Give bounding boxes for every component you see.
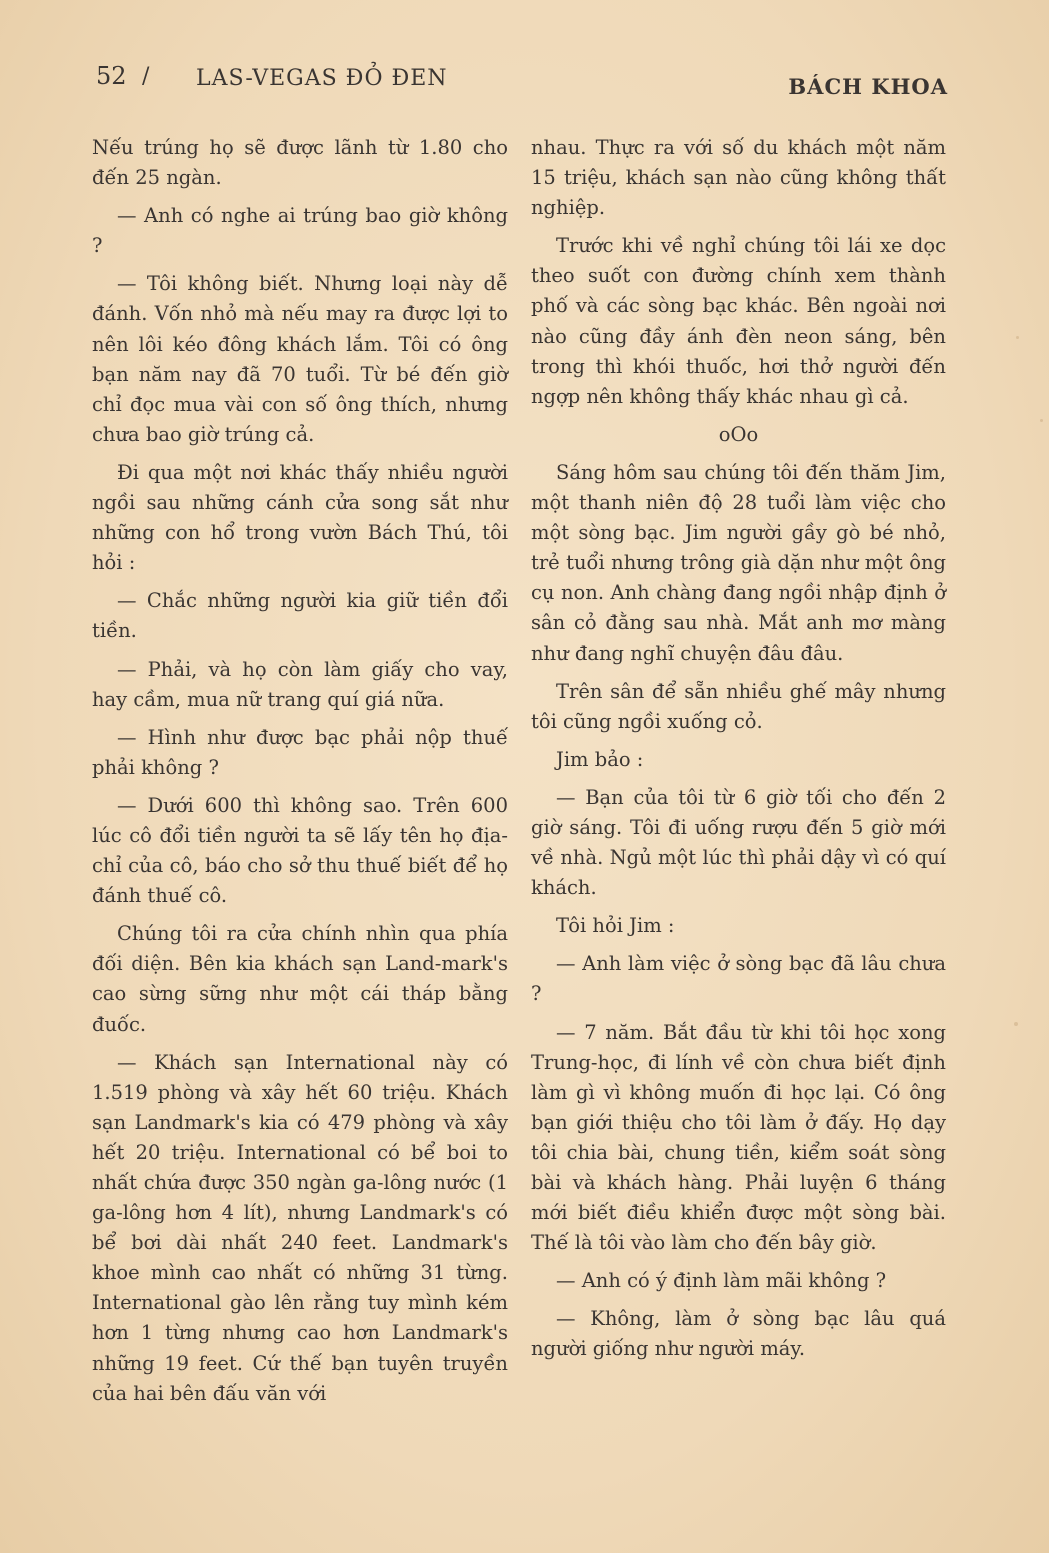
right-column bbox=[531, 133, 946, 1373]
paragraph: Chúng tôi ra cửa chính nhìn qua phía đối diện. Bên kia khách sạn Land-mark's cao sừng sững như một cái tháp bằng đuốc. bbox=[92, 922, 508, 1036]
paragraph: — Tôi không biết. Nhưng loại này dễ đánh. Vốn nhỏ mà nếu may ra được lợi to nên lôi kéo đông khách lắm. Tôi có ông bạn năm nay đã 70 tuổi. Từ bé đến giờ chỉ đọc mua vài con số ông thích, nhưng chưa bao giờ trúng cả. bbox=[92, 272, 508, 446]
paper-spot bbox=[1040, 419, 1043, 422]
paragraph: — Khách sạn International này có 1.519 phòng và xây hết 60 triệu. Khách sạn Landmark's kia có 479 phòng và xây hết 20 triệu. International có bể boi to nhất chứa được 350 ngàn ga-lông nước (1 ga-lông hơn 4 lít), nhưng Landmark's có bể bơi dài nhất 240 feet. Landmark's khoe mình cao nhất có những 31 từng. International gào lên rằng tuy mình kém hơn 1 từng nhưng cao hơn Landmark's những 19 feet. Cứ thế bạn tuyên truyền của hai bên đấu văn với bbox=[92, 1050, 508, 1405]
paragraph: — Không, làm ở sòng bạc lâu quá người giống như người máy. bbox=[531, 1307, 946, 1361]
paragraph: Jim bảo : bbox=[556, 747, 644, 771]
paragraph: nhau. Thực ra với số du khách một năm 15 triệu, khách sạn nào cũng không thất nghiệp. bbox=[531, 136, 946, 220]
magazine-name: BÁCH KHOA bbox=[788, 74, 948, 99]
paragraph: — Anh có nghe ai trúng bao giờ không ? bbox=[92, 204, 508, 258]
paragraph: Tôi hỏi Jim : bbox=[556, 914, 675, 938]
paragraph: Trước khi về nghỉ chúng tôi lái xe dọc theo suốt con đường chính xem thành phố và các sòng bạc khác. Bên ngoài nơi nào cũng đầy ánh đèn neon sáng, bên trong thì khói thuốc, hơi thở người đến ngợp nên không thấy khác nhau gì cả. bbox=[531, 234, 946, 408]
paragraph: — Bạn của tôi từ 6 giờ tối cho đến 2 giờ sáng. Tôi đi uống rượu đến 5 giờ mới về nhà. Ngủ một lúc thì phải dậy vì có quí khách. bbox=[531, 785, 946, 900]
page-number: 52 bbox=[96, 62, 127, 90]
paragraph: — Hình như được bạc phải nộp thuế phải không ? bbox=[92, 725, 508, 779]
paragraph: — Anh có ý định làm mãi không ? bbox=[556, 1269, 887, 1293]
section-break: oOo bbox=[718, 422, 759, 446]
paragraph: — Chắc những người kia giữ tiền đổi tiền. bbox=[92, 589, 508, 643]
header-separator: / bbox=[142, 64, 150, 89]
paragraph: — 7 năm. Bắt đầu từ khi tôi học xong Trung-học, đi lính về còn chưa biết định làm gì vì không muốn đi học lại. Có ông bạn giới thiệu cho tôi làm ở đấy. Họ dạy tôi chia bài, chung tiền, kiểm soát sòng bài và khách hàng. Phải luyện 6 tháng mới biết điều khiển được một sòng bài. Thế là tôi vào làm cho đến bây giờ. bbox=[531, 1020, 946, 1255]
paragraph: — Dưới 600 thì không sao. Trên 600 lúc cô đổi tiền người ta sẽ lấy tên họ địa-chỉ của cô, báo cho sở thu thuế biết để họ đánh thuế cô. bbox=[92, 793, 508, 908]
paragraph: — Anh làm việc ở sòng bạc đã lâu chưa ? bbox=[531, 952, 946, 1006]
paper-spot bbox=[1014, 1022, 1018, 1026]
paragraph: Đi qua một nơi khác thấy nhiều người ngồi sau những cánh cửa song sắt như những con hổ trong vườn Bách Thú, tôi hỏi : bbox=[92, 460, 508, 575]
left-column bbox=[92, 133, 508, 1417]
paragraph: Sáng hôm sau chúng tôi đến thăm Jim, một thanh niên độ 28 tuổi làm việc cho một sòng bạc. Jim người gầy gò bé nhỏ, trẻ tuổi nhưng trông già dặn như một ông cụ non. Anh chàng đang ngồi nhập định ở sân cỏ đằng sau nhà. Mắt anh mơ màng như đang nghĩ chuyện đâu đâu. bbox=[531, 460, 946, 665]
running-title: LAS-VEGAS ĐỎ ĐEN bbox=[196, 66, 448, 91]
paper-spot bbox=[1016, 336, 1019, 339]
paragraph: — Phải, và họ còn làm giấy cho vay, hay cầm, mua nữ trang quí giá nữa. bbox=[92, 657, 508, 711]
paragraph: Nếu trúng họ sẽ được lãnh từ 1.80 cho đến 25 ngàn. bbox=[92, 136, 508, 190]
paragraph: Trên sân để sẵn nhiều ghế mây nhưng tôi cũng ngồi xuống cỏ. bbox=[531, 679, 946, 733]
page-header bbox=[96, 58, 948, 102]
